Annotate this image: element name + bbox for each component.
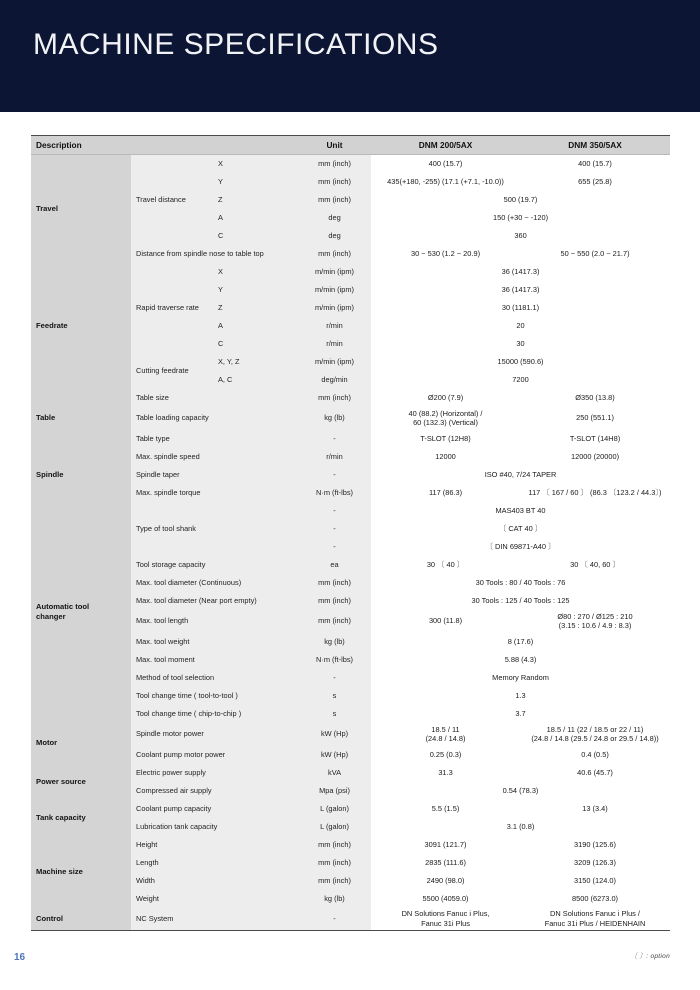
item-cell: Z <box>213 299 298 317</box>
value-cell-dnm350: 18.5 / 11 (22 / 18.5 or 22 / 11) (24.8 / 14.8 (29.5 / 24.8 or 29.5 / 14.8)) <box>520 723 670 746</box>
item-cell: Weight <box>131 890 298 908</box>
item-cell: Z <box>213 191 298 209</box>
unit-cell: N·m (ft-lbs) <box>298 484 371 502</box>
value-cell-dnm350: 400 (15.7) <box>520 155 670 173</box>
unit-cell: L (galon) <box>298 800 371 818</box>
value-cell-dnm350: Ø350 (13.8) <box>520 389 670 407</box>
item-cell: A, C <box>213 371 298 389</box>
value-cell-dnm350: 655 (25.8) <box>520 173 670 191</box>
item-cell: Method of tool selection <box>131 669 298 687</box>
unit-cell: mm (inch) <box>298 610 371 633</box>
value-cell-dnm350: 12000 (20000) <box>520 448 670 466</box>
unit-cell: m/min (ipm) <box>298 281 371 299</box>
value-cell-dnm350: 50 ~ 550 (2.0 ~ 21.7) <box>520 245 670 263</box>
value-cell-both-models: 7200 <box>371 371 670 389</box>
item-cell: Width <box>131 872 298 890</box>
item-cell: Lubrication tank capacity <box>131 818 298 836</box>
group-cell-cutting-feedrate: Cutting feedrate <box>131 353 213 389</box>
value-cell-dnm350: 250 (551.1) <box>520 407 670 430</box>
item-cell: Y <box>213 173 298 191</box>
value-cell-both-models: 150 (+30 ~ -120) <box>371 209 670 227</box>
category-cell-tank-capacity: Tank capacity <box>31 800 131 836</box>
category-cell-control: Control <box>31 908 131 931</box>
item-cell: Tool storage capacity <box>131 556 298 574</box>
unit-cell: mm (inch) <box>298 872 371 890</box>
value-cell-dnm200: Ø200 (7.9) <box>371 389 520 407</box>
unit-cell: m/min (ipm) <box>298 353 371 371</box>
category-cell-power-source: Power source <box>31 764 131 800</box>
unit-cell: mm (inch) <box>298 389 371 407</box>
item-cell: Table type <box>131 430 298 448</box>
value-cell-dnm200: 435(+180, -255) (17.1 (+7.1, -10.0)) <box>371 173 520 191</box>
value-cell-both-models: 1.3 <box>371 687 670 705</box>
unit-cell: m/min (ipm) <box>298 299 371 317</box>
category-cell-spindle: Spindle <box>31 448 131 502</box>
item-cell: Table loading capacity <box>131 407 298 430</box>
value-cell-both-models: 〔 DIN 69871-A40 〕 <box>371 538 670 556</box>
value-cell-both-models: 36 (1417.3) <box>371 263 670 281</box>
unit-cell: r/min <box>298 317 371 335</box>
item-cell: C <box>213 335 298 353</box>
value-cell-dnm200: 117 (86.3) <box>371 484 520 502</box>
table-row <box>31 502 670 520</box>
value-cell-both-models: 30 <box>371 335 670 353</box>
value-cell-dnm200: 30 〔 40 〕 <box>371 556 520 574</box>
value-cell-both-models: 30 Tools : 125 / 40 Tools : 125 <box>371 592 670 610</box>
unit-cell: kg (lb) <box>298 890 371 908</box>
value-cell-dnm200: 300 (11.8) <box>371 610 520 633</box>
value-cell-both-models: 8 (17.6) <box>371 633 670 651</box>
column-header-description: Description <box>31 136 298 155</box>
item-cell: Height <box>131 836 298 854</box>
unit-cell: kW (Hp) <box>298 746 371 764</box>
table-row <box>31 155 670 173</box>
unit-cell: kVA <box>298 764 371 782</box>
unit-cell: m/min (ipm) <box>298 263 371 281</box>
value-cell-dnm200: 400 (15.7) <box>371 155 520 173</box>
value-cell-both-models: 20 <box>371 317 670 335</box>
value-cell-both-models: ISO #40, 7/24 TAPER <box>371 466 670 484</box>
unit-cell: mm (inch) <box>298 191 371 209</box>
item-cell: A <box>213 209 298 227</box>
unit-cell: - <box>298 669 371 687</box>
unit-cell: ea <box>298 556 371 574</box>
table-body <box>31 155 670 931</box>
value-cell-dnm200: 3091 (121.7) <box>371 836 520 854</box>
value-cell-both-models: 3.1 (0.8) <box>371 818 670 836</box>
item-cell <box>213 520 298 538</box>
category-cell-machine-size: Machine size <box>31 836 131 908</box>
value-cell-dnm200: T-SLOT (12H8) <box>371 430 520 448</box>
table-row <box>31 723 670 746</box>
item-cell: Y <box>213 281 298 299</box>
item-cell: Max. spindle speed <box>131 448 298 466</box>
unit-cell: s <box>298 687 371 705</box>
item-cell <box>213 538 298 556</box>
value-cell-both-models: 360 <box>371 227 670 245</box>
value-cell-dnm350: 8500 (6273.0) <box>520 890 670 908</box>
unit-cell: mm (inch) <box>298 592 371 610</box>
value-cell-dnm200: 2835 (111.6) <box>371 854 520 872</box>
unit-cell: mm (inch) <box>298 173 371 191</box>
category-cell-table: Table <box>31 389 131 448</box>
unit-cell: deg <box>298 209 371 227</box>
item-cell <box>213 502 298 520</box>
value-cell-dnm350: 3150 (124.0) <box>520 872 670 890</box>
value-cell-dnm200: 18.5 / 11 (24.8 / 14.8) <box>371 723 520 746</box>
column-header-model-dnm350: DNM 350/5AX <box>520 136 670 155</box>
group-cell-travel-distance: Travel distance <box>131 155 213 245</box>
value-cell-dnm200: DN Solutions Fanuc i Plus, Fanuc 31i Plus <box>371 908 520 931</box>
value-cell-both-models: MAS403 BT 40 <box>371 502 670 520</box>
category-cell-feedrate: Feedrate <box>31 263 131 389</box>
column-header-unit: Unit <box>298 136 371 155</box>
table-head <box>31 136 670 155</box>
value-cell-dnm350: 40.6 (45.7) <box>520 764 670 782</box>
value-cell-dnm200: 2490 (98.0) <box>371 872 520 890</box>
table-header-row <box>31 136 670 155</box>
item-cell: Tool change time ( tool-to-tool ) <box>131 687 298 705</box>
group-cell-rapid-traverse-rate: Rapid traverse rate <box>131 263 213 353</box>
value-cell-dnm200: 5.5 (1.5) <box>371 800 520 818</box>
value-cell-both-models: 15000 (590.6) <box>371 353 670 371</box>
value-cell-dnm200: 30 ~ 530 (1.2 ~ 20.9) <box>371 245 520 263</box>
item-cell: X <box>213 263 298 281</box>
specifications-table <box>31 135 670 931</box>
specifications-table-container <box>31 135 670 931</box>
page-title: MACHINE SPECIFICATIONS <box>33 28 439 61</box>
unit-cell: - <box>298 430 371 448</box>
unit-cell: mm (inch) <box>298 854 371 872</box>
value-cell-dnm200: 5500 (4059.0) <box>371 890 520 908</box>
item-cell: Length <box>131 854 298 872</box>
unit-cell: L (galon) <box>298 818 371 836</box>
value-cell-both-models: 36 (1417.3) <box>371 281 670 299</box>
item-cell: Max. tool weight <box>131 633 298 651</box>
table-row <box>31 764 670 782</box>
item-cell: Table size <box>131 389 298 407</box>
value-cell-both-models: 3.7 <box>371 705 670 723</box>
unit-cell: deg/min <box>298 371 371 389</box>
unit-cell: r/min <box>298 335 371 353</box>
item-cell: C <box>213 227 298 245</box>
category-cell-automatic-tool-changer: Automatic tool changer <box>31 502 131 723</box>
unit-cell: mm (inch) <box>298 836 371 854</box>
item-cell: Coolant pump motor power <box>131 746 298 764</box>
item-cell: Distance from spindle nose to table top <box>131 245 298 263</box>
unit-cell: deg <box>298 227 371 245</box>
value-cell-both-models: 30 (1181.1) <box>371 299 670 317</box>
value-cell-dnm350: Ø80 : 270 / Ø125 : 210 (3.15 : 10.6 / 4.9 : 8.3) <box>520 610 670 633</box>
value-cell-dnm200: 31.3 <box>371 764 520 782</box>
item-cell: A <box>213 317 298 335</box>
table-row <box>31 836 670 854</box>
value-cell-dnm200: 40 (88.2) (Horizontal) / 60 (132.3) (Vertical) <box>371 407 520 430</box>
unit-cell: mm (inch) <box>298 245 371 263</box>
unit-cell: - <box>298 502 371 520</box>
unit-cell: r/min <box>298 448 371 466</box>
item-cell: Coolant pump capacity <box>131 800 298 818</box>
item-cell: Spindle motor power <box>131 723 298 746</box>
value-cell-dnm350: DN Solutions Fanuc i Plus / Fanuc 31i Plus / HEIDENHAIN <box>520 908 670 931</box>
item-cell: NC System <box>131 908 298 931</box>
item-cell: X <box>213 155 298 173</box>
item-cell: X, Y, Z <box>213 353 298 371</box>
unit-cell: N·m (ft-lbs) <box>298 651 371 669</box>
page-number: 16 <box>14 952 26 963</box>
value-cell-both-models: 500 (19.7) <box>371 191 670 209</box>
value-cell-dnm350: 13 (3.4) <box>520 800 670 818</box>
item-cell: Max. tool diameter (Continuous) <box>131 574 298 592</box>
value-cell-dnm350: 117 〔 167 / 60 〕 (86.3 〔123.2 / 44.3〕) <box>520 484 670 502</box>
table-row <box>31 800 670 818</box>
unit-cell: s <box>298 705 371 723</box>
value-cell-dnm200: 0.25 (0.3) <box>371 746 520 764</box>
value-cell-dnm350: 30 〔 40, 60 〕 <box>520 556 670 574</box>
item-cell: Compressed air supply <box>131 782 298 800</box>
value-cell-both-models: 30 Tools : 80 / 40 Tools : 76 <box>371 574 670 592</box>
value-cell-dnm350: 3190 (125.6) <box>520 836 670 854</box>
page-banner <box>0 0 700 112</box>
value-cell-both-models: 〔 CAT 40 〕 <box>371 520 670 538</box>
value-cell-dnm350: 0.4 (0.5) <box>520 746 670 764</box>
table-row <box>31 389 670 407</box>
unit-cell: kg (lb) <box>298 633 371 651</box>
unit-cell: - <box>298 908 371 931</box>
value-cell-both-models: 0.54 (78.3) <box>371 782 670 800</box>
column-header-model-dnm200: DNM 200/5AX <box>371 136 520 155</box>
item-cell: Electric power supply <box>131 764 298 782</box>
unit-cell: - <box>298 520 371 538</box>
value-cell-both-models: Memory Random <box>371 669 670 687</box>
item-cell: Tool change time ( chip-to-chip ) <box>131 705 298 723</box>
item-cell: Spindle taper <box>131 466 298 484</box>
unit-cell: - <box>298 538 371 556</box>
value-cell-dnm350: 3209 (126.3) <box>520 854 670 872</box>
item-cell: Max. tool moment <box>131 651 298 669</box>
group-cell-type-of-tool-shank: Type of tool shank <box>131 502 213 556</box>
category-cell-travel: Travel <box>31 155 131 263</box>
value-cell-dnm200: 12000 <box>371 448 520 466</box>
value-cell-both-models: 5.88 (4.3) <box>371 651 670 669</box>
unit-cell: kg (lb) <box>298 407 371 430</box>
item-cell: Max. spindle torque <box>131 484 298 502</box>
unit-cell: mm (inch) <box>298 155 371 173</box>
option-legend-note: 〔 〕: option <box>630 953 670 960</box>
item-cell: Max. tool length <box>131 610 298 633</box>
unit-cell: - <box>298 466 371 484</box>
table-row <box>31 448 670 466</box>
table-row <box>31 908 670 931</box>
unit-cell: mm (inch) <box>298 574 371 592</box>
item-cell: Max. tool diameter (Near port empty) <box>131 592 298 610</box>
unit-cell: Mpa (psi) <box>298 782 371 800</box>
unit-cell: kW (Hp) <box>298 723 371 746</box>
category-cell-motor: Motor <box>31 723 131 764</box>
table-row <box>31 263 670 281</box>
value-cell-dnm350: T-SLOT (14H8) <box>520 430 670 448</box>
